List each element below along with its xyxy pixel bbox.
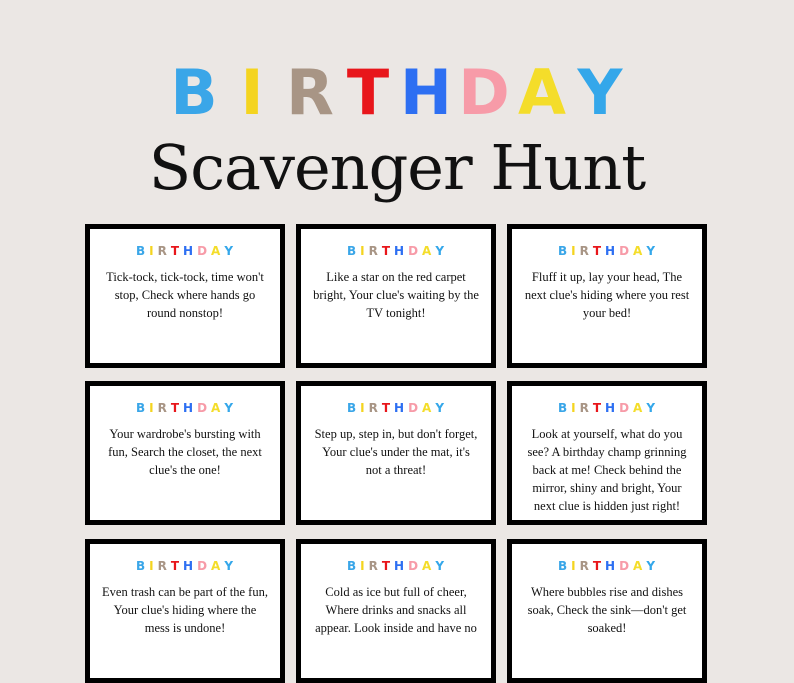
card-label-letter: A [633,559,644,573]
card-label-letter: B [346,401,358,415]
clue-text: Cold as ice but full of cheer, Where drinks and snacks all appear. Look inside and have no [315,585,477,635]
clue-card [296,539,496,683]
card-label-letter: B [346,559,358,573]
card-label-letter: A [633,401,644,415]
card-label-letter: A [211,559,222,573]
title-letter: R [286,56,334,129]
title-letter: T [346,56,390,129]
page-subtitle: Scavenger Hunt [148,131,646,204]
card-label-letter: I [571,401,577,415]
card-label-letter: Y [435,401,446,415]
card-birthday-label [512,401,702,415]
card-label-letter: T [381,244,392,258]
clue-text: Step up, step in, but don't forget, Your clue's under the mat, it's not a threat! [314,427,478,477]
card-label-letter: H [394,244,406,258]
card-label-letter: B [135,559,147,573]
card-birthday-label [90,559,280,573]
card-label-letter: D [197,401,209,415]
card-label-letter: I [571,244,577,258]
card-label-letter: H [394,401,406,415]
title-letter: B [170,56,218,129]
title-letter: A [518,56,566,129]
card-label-letter: H [394,559,406,573]
card-birthday-label [90,401,280,415]
card-birthday-label [512,244,702,258]
card-label-letter: R [579,244,590,258]
clue-card [507,381,707,525]
card-label-letter: H [605,401,617,415]
card-label-letter: T [170,401,181,415]
card-label-letter: D [197,244,209,258]
card-label-letter: I [360,244,366,258]
card-label-letter: T [592,244,603,258]
card-label-letter: A [422,401,433,415]
title-letter: D [458,56,510,129]
card-label-letter: R [157,401,168,415]
card-label-letter: R [368,401,379,415]
card-label-letter: I [571,559,577,573]
card-label-letter: D [619,244,631,258]
card-label-letter: Y [224,401,235,415]
card-label-letter: D [197,559,209,573]
card-label-letter: I [149,401,155,415]
card-label-letter: H [183,244,195,258]
card-label-letter: A [211,401,222,415]
card-label-letter: Y [646,401,657,415]
card-label-letter: D [408,559,420,573]
clue-text: Even trash can be part of the fun, Your clue's hiding where the mess is undone! [102,585,268,635]
card-label-letter: I [149,559,155,573]
card-label-letter: T [381,401,392,415]
card-birthday-label [301,244,491,258]
card-label-letter: R [579,401,590,415]
card-label-letter: Y [435,244,446,258]
clue-text: Tick-tock, tick-tock, time won't stop, Check where hands go round nonstop! [106,270,264,320]
clue-card [85,224,285,368]
card-label-letter: T [170,559,181,573]
card-label-letter: T [592,559,603,573]
clue-card [296,381,496,525]
card-label-letter: H [605,559,617,573]
card-label-letter: Y [224,244,235,258]
card-birthday-label [512,559,702,573]
card-birthday-label [301,401,491,415]
clue-text: Look at yourself, what do you see? A birthday champ grinning back at me! Check behind the mirror, shiny and bright, Your next clue is hidden just right! [527,427,687,513]
card-label-letter: R [368,244,379,258]
clue-text: Like a star on the red carpet bright, Your clue's waiting by the TV tonight! [313,270,479,320]
title-letter: H [400,56,452,129]
clue-text: Where bubbles rise and dishes soak, Check the sink—don't get soaked! [527,585,687,635]
clue-card [85,381,285,525]
card-label-letter: D [619,401,631,415]
card-label-letter: A [633,244,644,258]
card-label-letter: R [157,559,168,573]
card-label-letter: Y [646,244,657,258]
card-label-letter: Y [224,559,235,573]
card-label-letter: A [422,244,433,258]
card-label-letter: H [605,244,617,258]
card-label-letter: B [557,401,569,415]
card-label-letter: Y [646,559,657,573]
card-label-letter: I [360,559,366,573]
card-label-letter: T [381,559,392,573]
card-label-letter: B [557,559,569,573]
clue-text: Your wardrobe's bursting with fun, Search the closet, the next clue's the one! [108,427,262,477]
card-label-letter: B [346,244,358,258]
card-label-letter: B [135,244,147,258]
clue-card [507,539,707,683]
card-label-letter: R [157,244,168,258]
card-label-letter: H [183,559,195,573]
title-letter: Y [577,56,623,129]
clue-card [85,539,285,683]
card-label-letter: A [422,559,433,573]
card-label-letter: I [360,401,366,415]
card-label-letter: B [135,401,147,415]
card-label-letter: D [408,244,420,258]
card-label-letter: I [149,244,155,258]
card-label-letter: D [408,401,420,415]
card-label-letter: D [619,559,631,573]
card-birthday-label [90,244,280,258]
card-label-letter: B [557,244,569,258]
clue-card [296,224,496,368]
card-birthday-label [301,559,491,573]
card-label-letter: Y [435,559,446,573]
card-label-letter: A [211,244,222,258]
clue-text: Fluff it up, lay your head, The next clue's hiding where you rest your bed! [524,270,690,320]
clue-card [507,224,707,368]
card-label-letter: R [579,559,590,573]
card-label-letter: T [592,401,603,415]
card-label-letter: H [183,401,195,415]
card-label-letter: R [368,559,379,573]
card-label-letter: T [170,244,181,258]
title-letter: I [240,56,264,129]
